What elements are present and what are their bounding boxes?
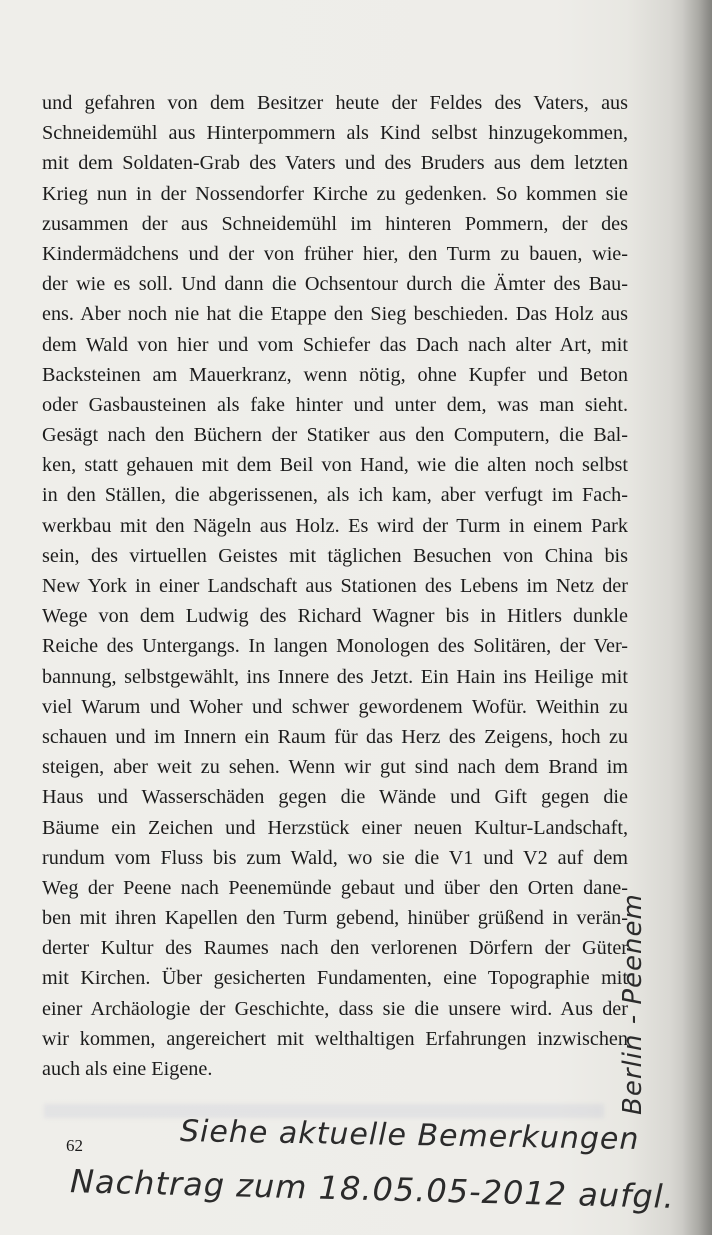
text-line: New York in einer Landschaft aus Stationen des Lebens im Netz der bbox=[42, 575, 628, 597]
handwritten-note: Siehe aktuelle Bemerkungen bbox=[179, 1113, 640, 1158]
text-line: ben mit ihren Kapellen den Turm gebend, hinüber grüßend in verän- bbox=[42, 907, 628, 930]
text-line: Schneidemühl aus Hinterpommern als Kind selbst hinzugekommen, bbox=[42, 122, 628, 145]
text-line: der wie es soll. Und dann die Ochsentour durch die Ämter des Bau- bbox=[42, 273, 628, 296]
text-line: in den Ställen, die abgerissenen, als ich kam, aber verfugt im Fach- bbox=[42, 484, 628, 507]
text-line: Haus und Wasserschäden gegen die Wände und Gift gegen die bbox=[42, 786, 628, 809]
text-line: Krieg nun in der Nossendorfer Kirche zu gedenken. So kommen sie bbox=[42, 182, 628, 205]
text-line: dem Wald von hier und vom Schiefer das Dach nach alter Art, mit bbox=[42, 333, 628, 356]
text-line: mit Kirchen. Über gesicherten Fundamenten, eine Topographie mit bbox=[42, 967, 628, 990]
text-line: derter Kultur des Raumes nach den verlorenen Dörfern der Güter bbox=[42, 937, 628, 960]
text-line: Bäume ein Zeichen und Herzstück einer neuen Kultur-Landschaft, bbox=[42, 816, 628, 839]
text-line: Reiche des Untergangs. In langen Monologen des Solitären, der Ver- bbox=[42, 635, 628, 658]
text-line: und gefahren von dem Besitzer heute der Feldes des Vaters, aus bbox=[42, 92, 628, 114]
text-line: ken, statt gehauen mit dem Beil von Hand, wie die alten noch selbst bbox=[42, 454, 628, 477]
book-gutter-shadow bbox=[682, 0, 712, 1235]
handwritten-note: Nachtrag zum 18.05.05-2012 aufgl. bbox=[69, 1162, 676, 1216]
handwritten-margin-note: Berlin - Peenem bbox=[618, 893, 648, 1115]
text-line: Kindermädchens und der von früher hier, den Turm zu bauen, wie- bbox=[42, 242, 628, 265]
text-line: rundum vom Fluss bis zum Wald, wo sie die V1 und V2 auf dem bbox=[42, 846, 628, 869]
body-text bbox=[42, 88, 628, 1084]
text-line: Gesägt nach den Büchern der Statiker aus den Computern, die Bal- bbox=[42, 424, 628, 447]
text-line: mit dem Soldaten-Grab des Vaters und des Bruders aus dem letzten bbox=[42, 152, 628, 175]
text-line: Weg der Peene nach Peenemünde gebaut und über den Orten dane- bbox=[42, 876, 628, 899]
text-line: werkbau mit den Nägeln aus Holz. Es wird der Turm in einem Park bbox=[42, 514, 628, 537]
text-line: einer Archäologie der Geschichte, dass sie die unsere wird. Aus der bbox=[42, 997, 628, 1020]
page-number: 62 bbox=[66, 1136, 83, 1155]
text-line: auch als eine Eigene. bbox=[42, 1058, 213, 1080]
text-line: viel Warum und Woher und schwer gewordenem Wofür. Weithin zu bbox=[42, 695, 628, 718]
text-line: oder Gasbausteinen als fake hinter und unter dem, was man sieht. bbox=[42, 393, 628, 416]
text-line: bannung, selbstgewählt, ins Innere des Jetzt. Ein Hain ins Heilige mit bbox=[42, 665, 628, 688]
text-line: steigen, aber weit zu sehen. Wenn wir gut sind nach dem Brand im bbox=[42, 756, 628, 779]
text-line: schauen und im Innern ein Raum für das Herz des Zeigens, hoch zu bbox=[42, 725, 628, 748]
text-line: Wege von dem Ludwig des Richard Wagner bis in Hitlers dunkle bbox=[42, 605, 628, 628]
text-line: ens. Aber noch nie hat die Etappe den Sieg beschieden. Das Holz aus bbox=[42, 303, 628, 326]
text-line: sein, des virtuellen Geistes mit täglichen Besuchen von China bis bbox=[42, 544, 628, 567]
text-line: Backsteinen am Mauerkranz, wenn nötig, ohne Kupfer und Beton bbox=[42, 363, 628, 386]
text-line: zusammen der aus Schneidemühl im hinteren Pommern, der des bbox=[42, 212, 628, 235]
text-line: wir kommen, angereichert mit welthaltigen Erfahrungen inzwischen bbox=[42, 1027, 628, 1050]
